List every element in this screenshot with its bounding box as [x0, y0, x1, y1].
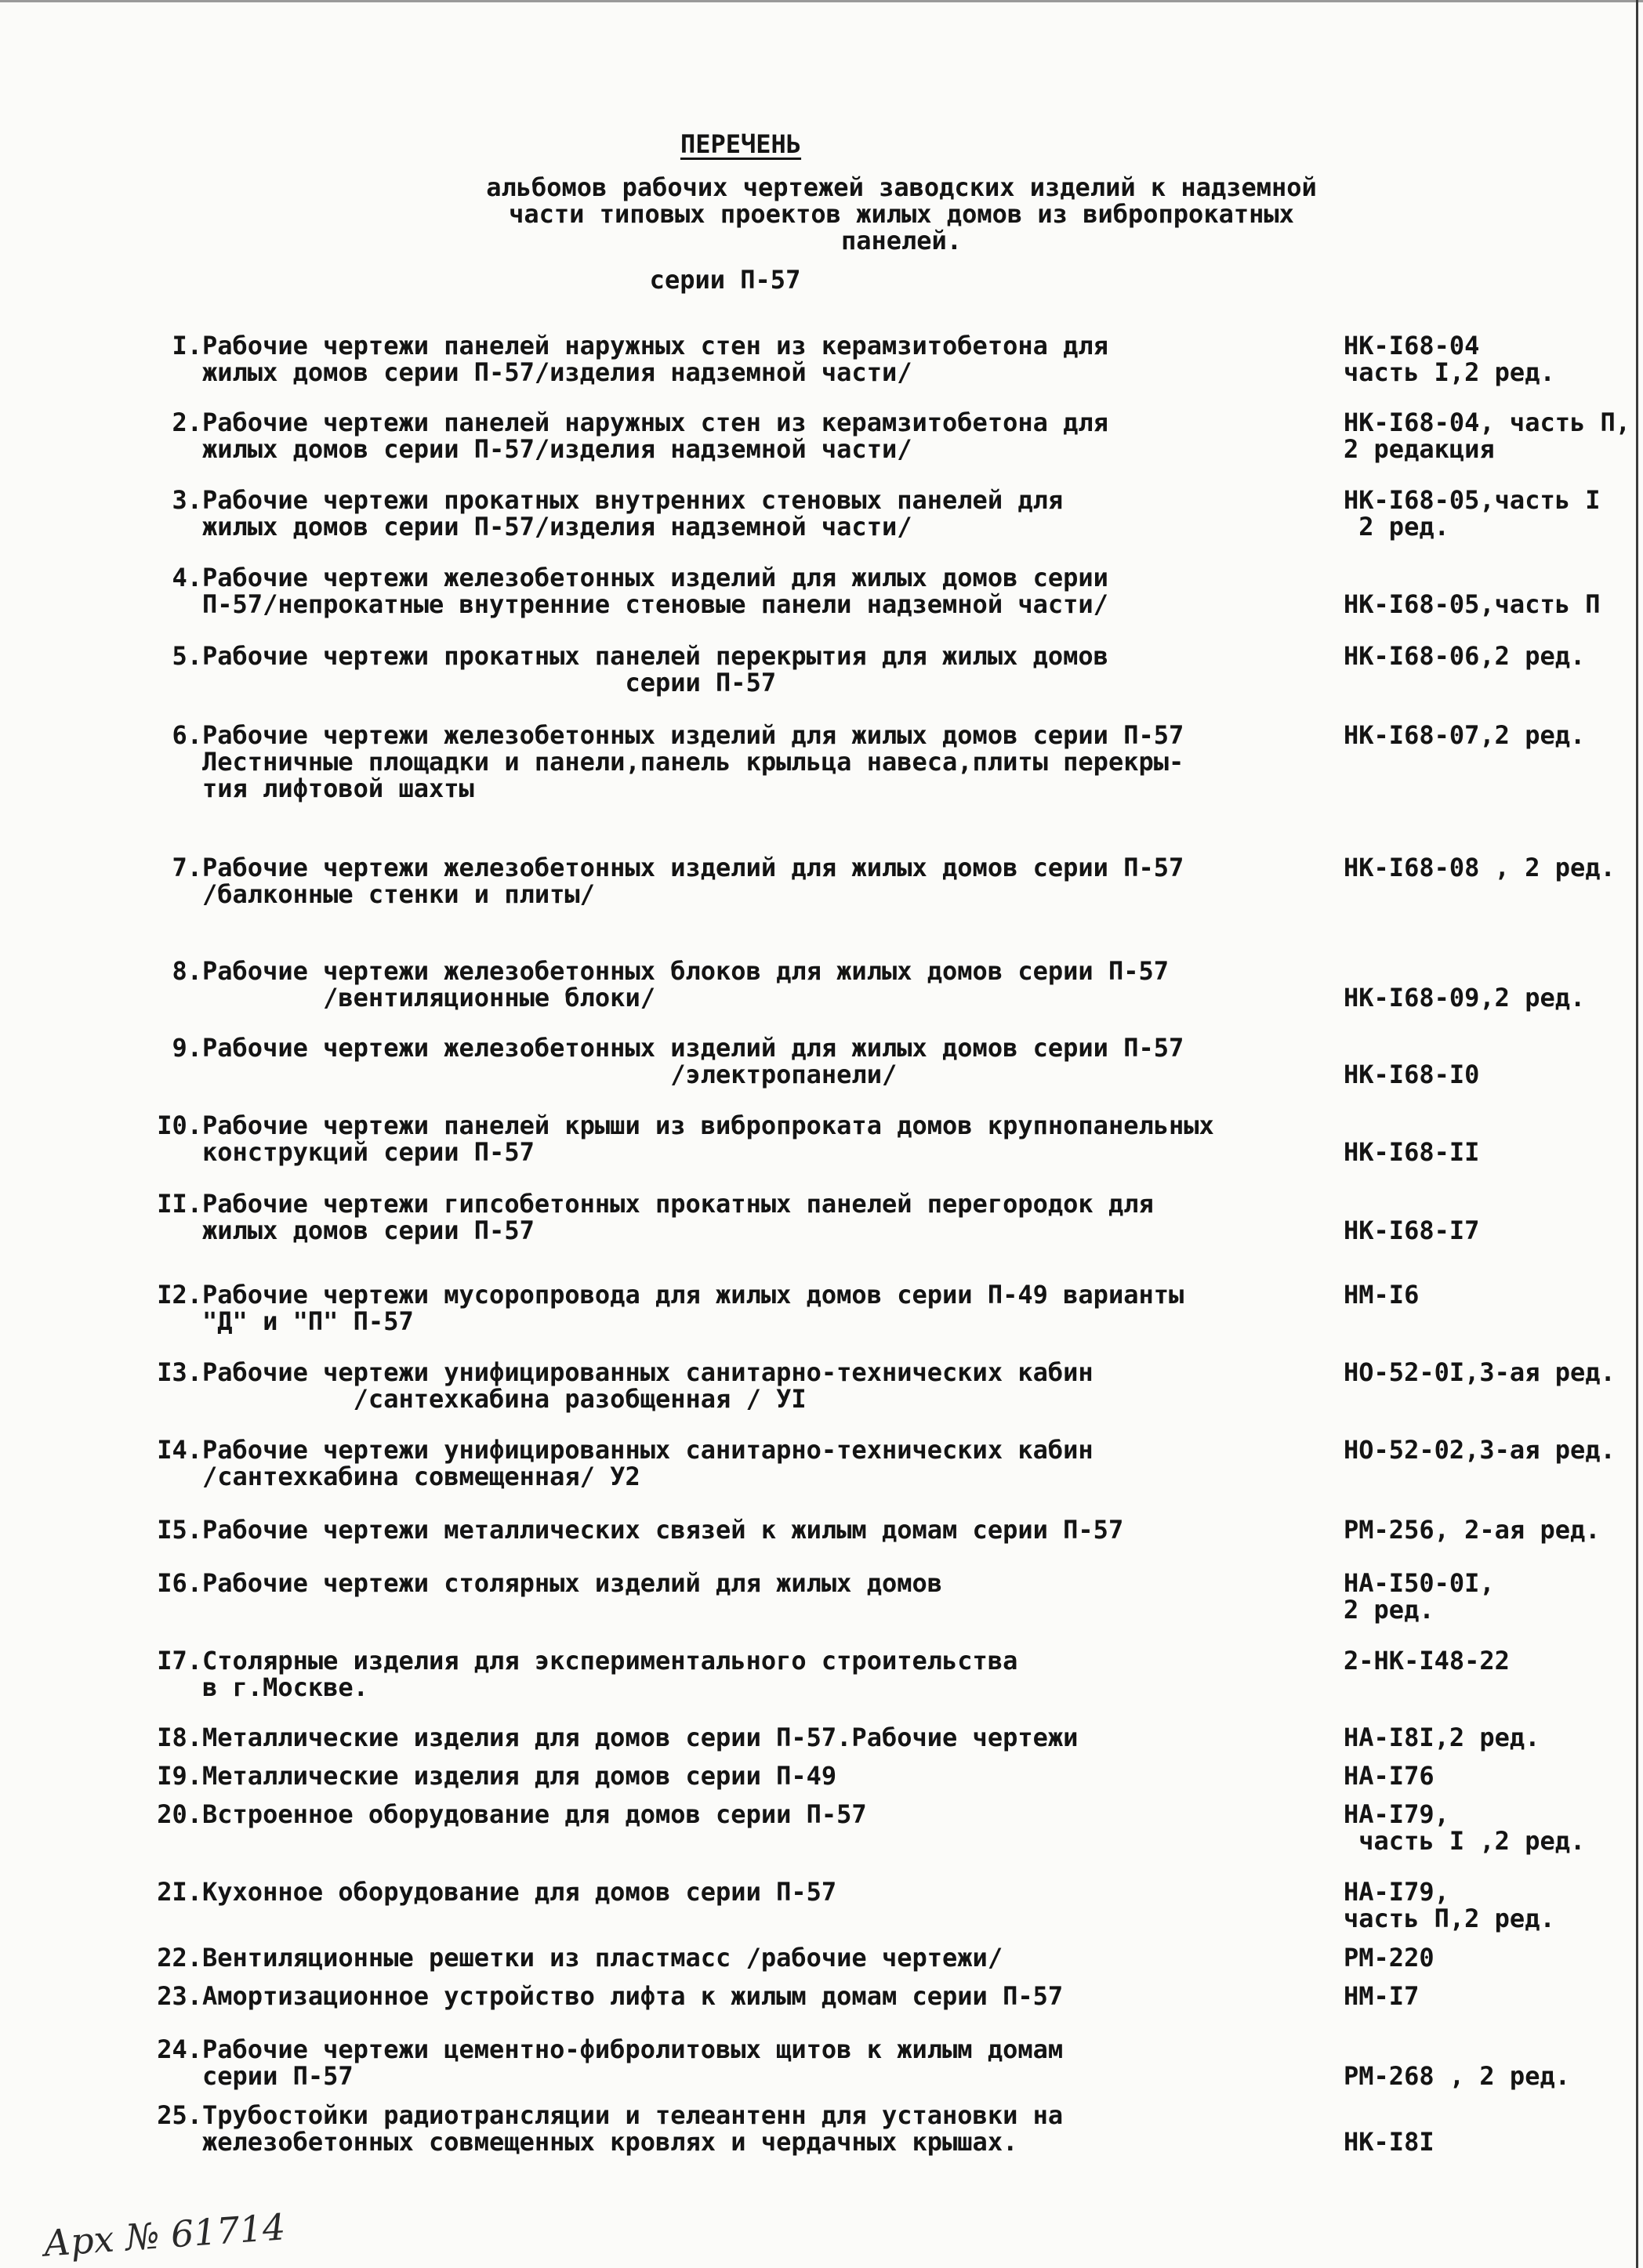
item-number: 2I. [157, 1877, 202, 1907]
item-number: 6. [172, 720, 202, 750]
item-code: 2-НК-I48-22 [1344, 1646, 1510, 1676]
item-description: Рабочие чертежи металлических связей к жилым домам серии П-57 [202, 1515, 1124, 1545]
item-code: НК-I68-05,часть I 2 ред. [1344, 485, 1601, 542]
item-description: Рабочие чертежи унифицированных санитарно-технических кабин /сантехкабина совмещенная/ У2 [202, 1435, 1094, 1491]
item-description: Рабочие чертежи унифицированных санитарно-технических кабин /сантехкабина разобщенная / УI [202, 1357, 1094, 1414]
document-subtitle: альбомов рабочих чертежей заводских изделий к надземной части типовых проектов жилых домов из вибропрокатных панелей. [486, 172, 1317, 255]
item-number: 20. [157, 1799, 202, 1829]
item-description: Встроенное оборудование для домов серии П-57 [202, 1799, 867, 1829]
item-code: НК-I68-07,2 ред. [1344, 720, 1586, 750]
item-code: НК-I68-I7 [1344, 1216, 1480, 1245]
item-description: Рабочие чертежи панелей крыши из вибропроката домов крупнопанельных конструкций серии П-57 [202, 1110, 1214, 1167]
item-code: НК-I68-04, часть П, 2 редакция [1344, 408, 1631, 464]
item-number: I4. [157, 1435, 202, 1465]
item-code: НК-I68-II [1344, 1137, 1480, 1167]
item-description: Столярные изделия для экспериментального строительства в г.Москве. [202, 1646, 1018, 1702]
item-number: II. [157, 1189, 202, 1219]
item-code: НМ-I7 [1344, 1981, 1420, 2011]
item-code: НК-I8I [1344, 2127, 1434, 2157]
item-code: НК-I68-06,2 ред. [1344, 641, 1586, 671]
item-number: 9. [172, 1033, 202, 1063]
item-description: Рабочие чертежи панелей наружных стен из керамзитобетона для жилых домов серии П-57/изделия надземной части/ [202, 331, 1108, 387]
item-code: НК-I68-04 часть I,2 ред. [1344, 331, 1555, 387]
item-code: НО-52-0I,3-ая ред. [1344, 1357, 1616, 1387]
item-description: Трубостойки радиотрансляции и телеантенн для установки на железобетонных совмещенных кровлях и чердачных крышах. [202, 2100, 1064, 2157]
item-number: 5. [172, 641, 202, 671]
item-description: Рабочие чертежи железобетонных изделий для жилых домов серии П-57 Лестничные площадки и панели,панель крыльца навеса,плиты перекры- тия лифтовой шахты [202, 720, 1184, 803]
item-code: РМ-220 [1344, 1943, 1434, 1973]
item-number: 23. [157, 1981, 202, 2011]
item-description: Амортизационное устройство лифта к жилым домам серии П-57 [202, 1981, 1064, 2011]
item-description: Рабочие чертежи железобетонных изделий для жилых домов серии П-57 /балконные стенки и плиты/ [202, 853, 1184, 909]
scan-edge-top [0, 0, 1643, 2]
item-number: 2. [172, 408, 202, 437]
item-description: Металлические изделия для домов серии П-49 [202, 1761, 837, 1791]
item-number: I7. [157, 1646, 202, 1676]
item-description: Рабочие чертежи столярных изделий для жилых домов [202, 1568, 943, 1598]
item-number: I2. [157, 1280, 202, 1310]
item-description: Рабочие чертежи цементно-фибролитовых щитов к жилым домам серии П-57 [202, 2034, 1064, 2091]
item-number: I0. [157, 1110, 202, 1140]
item-number: 4. [172, 563, 202, 592]
item-number: I. [172, 331, 202, 360]
item-number: 3. [172, 485, 202, 515]
item-number: I9. [157, 1761, 202, 1791]
item-number: I5. [157, 1515, 202, 1545]
item-description: Кухонное оборудование для домов серии П-57 [202, 1877, 837, 1907]
document-title: ПЕРЕЧЕНЬ [680, 129, 802, 159]
archive-signature: Арх № 61714 [42, 2205, 287, 2265]
item-code: НМ-I6 [1344, 1280, 1420, 1310]
item-description: Рабочие чертежи прокатных внутренних стеновых панелей для жилых домов серии П-57/изделия надземной части/ [202, 485, 1064, 542]
item-number: I3. [157, 1357, 202, 1387]
item-number: 22. [157, 1943, 202, 1973]
item-description: Рабочие чертежи панелей наружных стен из керамзитобетона для жилых домов серии П-57/изделия надземной части/ [202, 408, 1108, 464]
item-code: НА-I79, часть П,2 ред. [1344, 1877, 1555, 1933]
item-description: Вентиляционные решетки из пластмасс /рабочие чертежи/ [202, 1943, 1003, 1973]
item-code: НА-I79, часть I ,2 ред. [1344, 1799, 1586, 1856]
item-description: Рабочие чертежи железобетонных блоков для жилых домов серии П-57 /вентиляционные блоки/ [202, 956, 1169, 1013]
item-description: Рабочие чертежи железобетонных изделий для жилых домов серии П-57/непрокатные внутренние стеновые панели надземной части/ [202, 563, 1108, 619]
item-code: РМ-268 , 2 ред. [1344, 2061, 1570, 2091]
item-code: НК-I68-05,часть П [1344, 589, 1601, 619]
item-description: Рабочие чертежи железобетонных изделий для жилых домов серии П-57 /электропанели/ [202, 1033, 1184, 1089]
item-description: Металлические изделия для домов серии П-57.Рабочие чертежи [202, 1723, 1079, 1752]
item-description: Рабочие чертежи гипсобетонных прокатных панелей перегородок для жилых домов серии П-57 [202, 1189, 1154, 1245]
item-code: НО-52-02,3-ая ред. [1344, 1435, 1616, 1465]
item-description: Рабочие чертежи мусоропровода для жилых домов серии П-49 варианты "Д" и "П" П-57 [202, 1280, 1184, 1336]
item-number: 8. [172, 956, 202, 986]
item-number: 24. [157, 2034, 202, 2064]
item-number: 7. [172, 853, 202, 882]
item-code: НА-I76 [1344, 1761, 1434, 1791]
item-number: 25. [157, 2100, 202, 2130]
item-number: I8. [157, 1723, 202, 1752]
item-number: I6. [157, 1568, 202, 1598]
item-code: РМ-256, 2-ая ред. [1344, 1515, 1601, 1545]
item-code: НА-I50-0I, 2 ред. [1344, 1568, 1495, 1625]
item-description: Рабочие чертежи прокатных панелей перекрытия для жилых домов серии П-57 [202, 641, 1108, 697]
document-series: серии П-57 [649, 265, 801, 295]
item-code: НА-I8I,2 ред. [1344, 1723, 1540, 1752]
item-code: НК-I68-08 , 2 ред. [1344, 853, 1616, 882]
item-code: НК-I68-I0 [1344, 1060, 1480, 1089]
item-code: НК-I68-09,2 ред. [1344, 983, 1586, 1013]
